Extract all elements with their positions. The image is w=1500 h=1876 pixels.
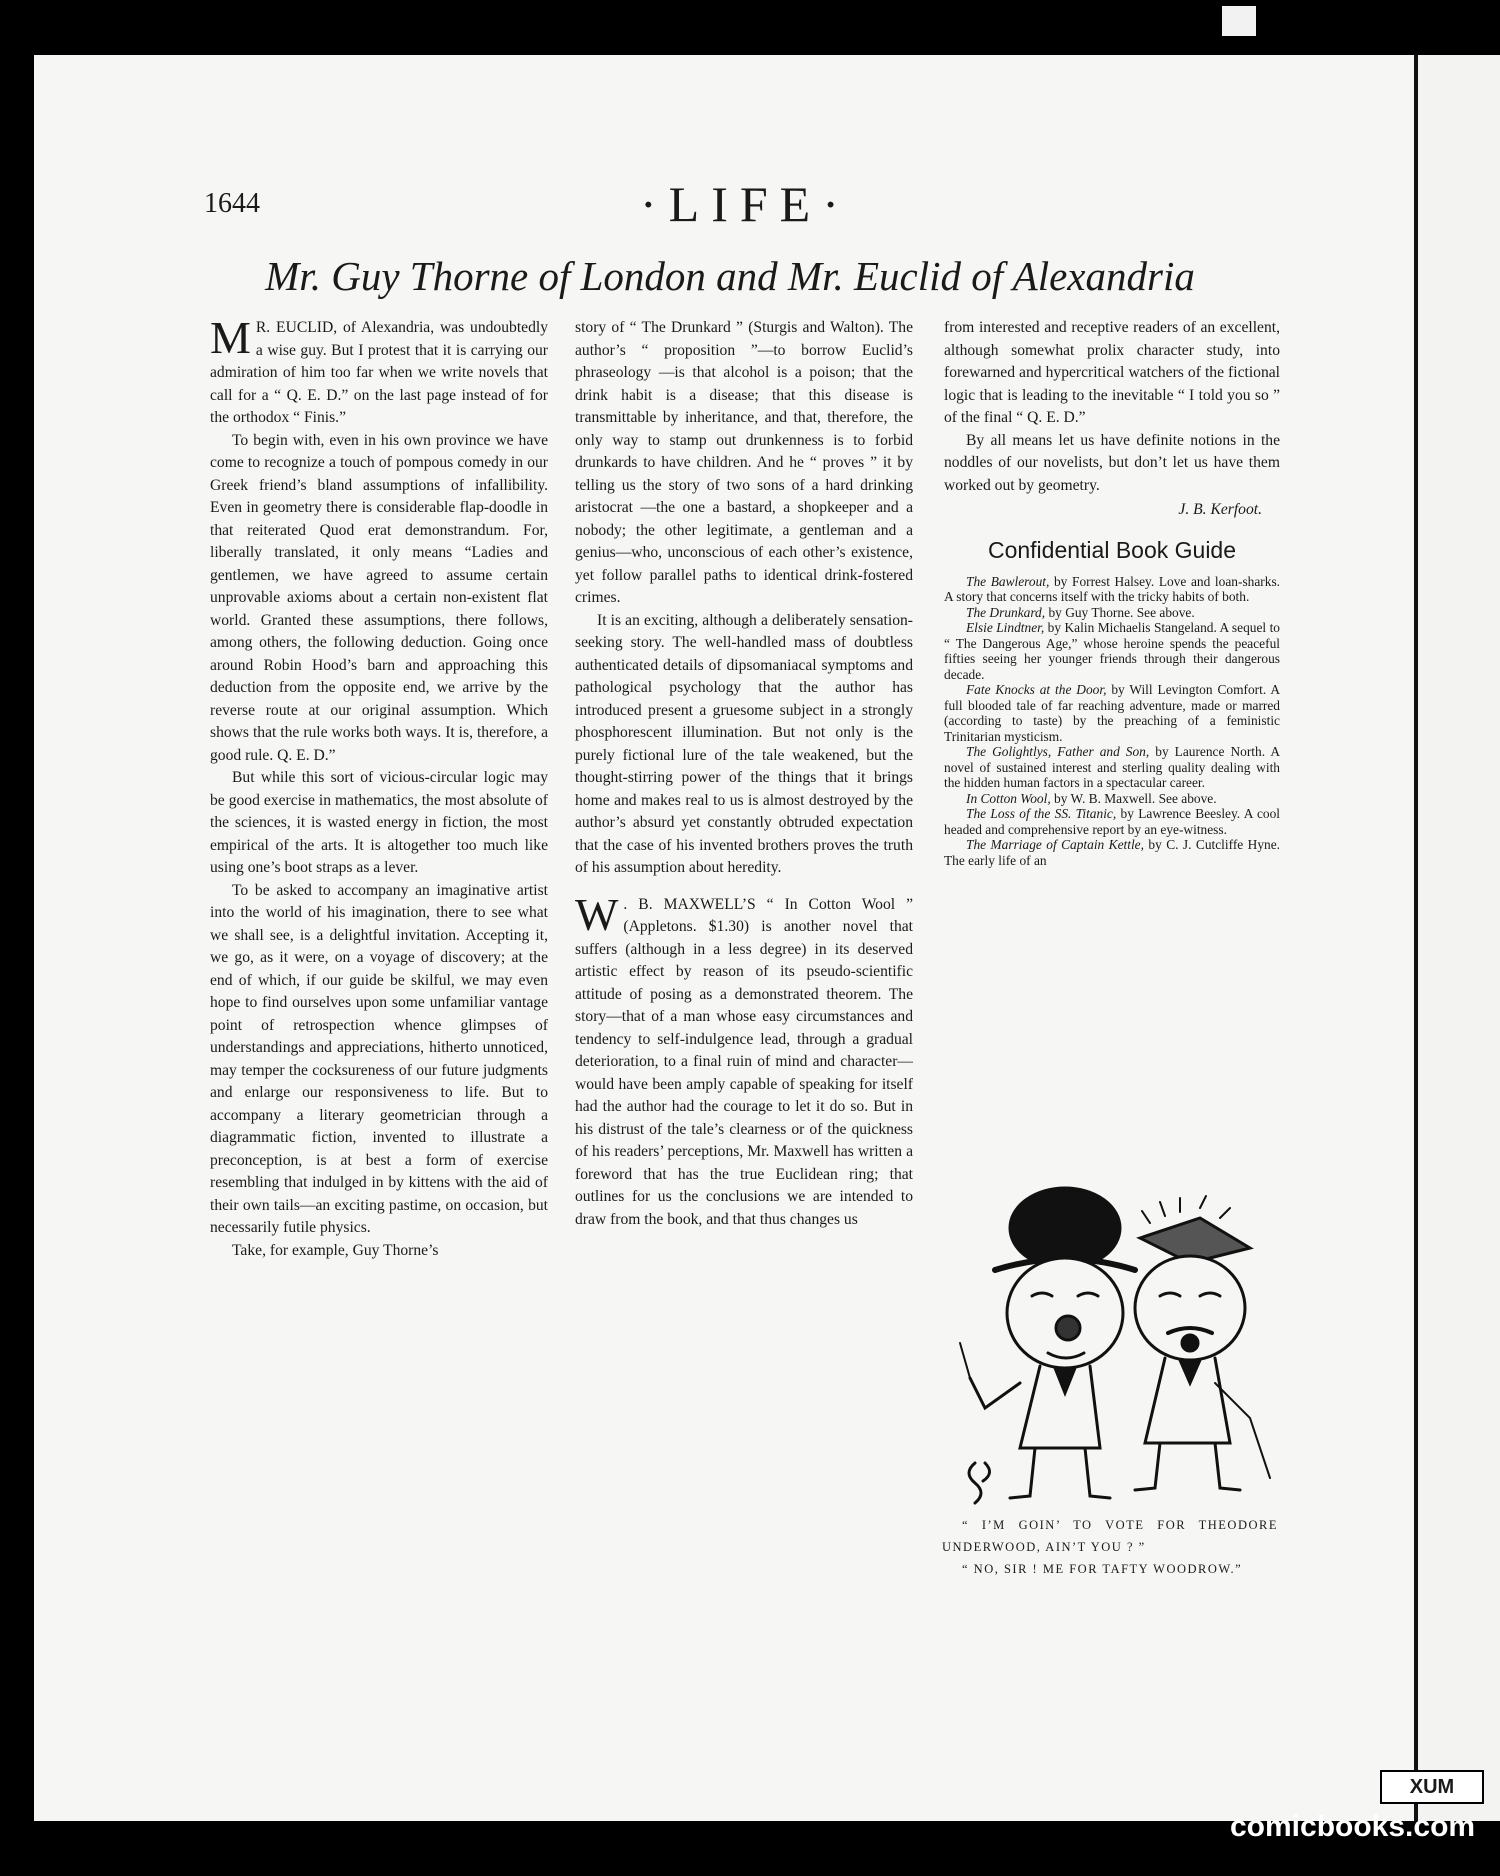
- drop-cap: W: [575, 888, 619, 940]
- corner-mark: [1222, 6, 1256, 36]
- column-1: [210, 312, 548, 1262]
- book-guide-entry: Fate Knocks at the Door, by Will Levington Comfort. A full blooded tale of far reaching adventure, made or marred (according to taste) by the preaching of a feministic Trinitarian mysticism.: [944, 682, 1280, 744]
- cartoon-illustration: [950, 1178, 1280, 1508]
- paragraph: M R. EUCLID, of Alexandria, was undoubtedly a wise guy. But I protest that it is carrying our admiration of him too far when we write novels that call for a “ Q. E. D.” on the last page instead of for the orthodox “ Finis.”: [210, 312, 548, 426]
- paragraph: But while this sort of vicious-circular logic may be good exercise in mathematics, the most absolute of the sciences, it is wasted energy in fiction, the most empirical of the arts. It is altogether too much like using one’s boot straps as a lever.: [210, 769, 548, 876]
- paragraph: from interested and receptive readers of an excellent, although somewhat prolix character study, into forewarned and hypercritical watchers of the fictional logic that is leading to the inevitable “ I told you so ” of the final “ Q. E. D.”: [944, 319, 1280, 426]
- paragraph: To be asked to accompany an imaginative artist into the world of his imagination, there to see what we shall see, is a delightful invitation. Accepting it, we go, as it were, on a voyage of discovery; at the end of which, if our guide be skilful, we may even hope to find ourselves upon some unfamiliar vantage point of retrospection whence glimpses of understandings and appreciations, hitherto unnoticed, may temper the cocksureness of our future judgments and enlarge our responsiveness to life. But to accompany a literary geometrician through a diagrammatic fiction, invented to illustrate a preconception, is at best a form of exercise resembling that indulged in by kittens with the aid of their own tails—an exciting pastime, on occasion, but necessarily futile physics.: [210, 881, 548, 1236]
- book-guide-entry: The Loss of the SS. Titanic, by Lawrence Beesley. A cool headed and comprehensive report by an eye-witness.: [944, 806, 1280, 837]
- book-guide-heading: Confidential Book Guide: [987, 536, 1237, 563]
- drop-cap: M: [210, 312, 251, 363]
- book-guide-entry: The Marriage of Captain Kettle, by C. J. Cutcliffe Hyne. The early life of an: [944, 837, 1281, 868]
- book-guide-entry: Elsie Lindtner, by Kalin Michaelis Stangeland. A sequel to “ The Dangerous Age,” whose heroine spends the peaceful fifties seeing her younger friends through their dangerous decade.: [944, 620, 1280, 682]
- book-guide-entry: In Cotton Wool, by W. B. Maxwell. See above.: [966, 790, 1217, 806]
- paragraph: W . B. MAXWELL’S “ In Cotton Wool ” (Appletons. $1.30) is another novel that suffers (although in a less degree) in its deserved artistic effect by reason of its pseudo-scientific attitude of posing as a demonstrated theorem. The story—that of a man whose easy circumstances and tendency to self-indulgence lead, through a gradual deterioration, to a final ruin of mind and character—would have been amply capable of speaking for itself had the author had the courage to let it do so. But in his distrust of the tale’s clearness or of the quickness of his readers’ perceptions, Mr. Maxwell has written a foreword that has the true Euclidean ring; that outlines for us the conclusions we are intended to draw from the book, and that thus changes us: [575, 888, 913, 1228]
- page-number: 1644: [204, 188, 260, 219]
- cartoon-caption: [942, 1514, 1278, 1580]
- book-guide-entry: The Golightlys, Father and Son, by Laurence North. A novel of sustained interest and sterling quality dealing with the hidden human factors in a spectacular career.: [944, 744, 1280, 790]
- paragraph: It is an exciting, although a deliberately sensation-seeking story. The well-handled mass of doubtless authenticated details of dipsomaniacal symptoms and pathological psychology that the author has introduced present a gruesome subject in a strongly phosphorescent illumination. But not only is the purely fictional lure of the tale weakened, but the thought-stirring power of the things that it brings home and makes real to us is almost destroyed by the author’s absurd yet constantly obtruded expectation that the case of his invented brothers proves the truth of his assumption about heredity.: [575, 611, 913, 876]
- paragraph: To begin with, even in his own province we have come to recognize a touch of pompous comedy in our Greek friend’s bland assumptions of infallibility. Even in geometry there is considerable flap-doodle in that reiterated Quod erat demonstrandum. For, liberally translated, it only means “Ladies and gentlemen, we have agreed to assume certain unprovable axioms about a certain non-existent flat world. Granted these assumptions, there follows, among others, the following deduction. Going once around Robin Hood’s barn and approaching this deduction from the opposite end, we arrive by the reverse route at our original assumption. Which shows that the rule works both ways. It is, therefore, a good rule. Q. E. D.”: [210, 431, 548, 764]
- column-3: [944, 317, 1280, 868]
- paragraph: By all means let us have definite notions in the noddles of our novelists, but don’t let us have them worked out by geometry.: [944, 431, 1280, 494]
- masthead: ·LIFE·: [640, 176, 851, 232]
- paragraph: story of “ The Drunkard ” (Sturgis and Walton). The author’s “ proposition ”—to borrow Euclid’s phraseology —is that alcohol is a poison; that the drink habit is a disease; that this disease is transmittable by inheritance, and that, therefore, the only way to stamp out drunkenness is to forbid drunkards to have children. And he “ proves ” it by telling us the story of two sons of a hard drinking aristocrat —the one a bastard, a shopkeeper and a nobody; the other legitimate, a gentleman and a genius—who, unconscious of each other’s existence, yet follow parallel paths to identical drink-fostered crimes.: [575, 319, 913, 606]
- facing-page-edge: [1418, 55, 1500, 1821]
- caption-line: “ NO, SIR ! ME FOR TAFTY WOODROW.”: [962, 1562, 1243, 1576]
- column-2: [575, 317, 913, 1231]
- watermark-site: comicbooks.com: [1230, 1810, 1476, 1843]
- article-title: Mr. Guy Thorne of London and Mr. Euclid of Alexandria: [265, 253, 1195, 299]
- author-byline: J. B. Kerfoot.: [1178, 501, 1262, 518]
- book-guide-entry: The Drunkard, by Guy Thorne. See above.: [966, 604, 1195, 620]
- book-guide-list: [944, 574, 1280, 869]
- watermark-badge: XUM: [1380, 1770, 1484, 1804]
- caption-line: “ I’M GOIN’ TO VOTE FOR THEODORE UNDERWOOD, AIN’T YOU ? ”: [942, 1518, 1278, 1554]
- paragraph: Take, for example, Guy Thorne’s: [232, 1241, 439, 1259]
- book-guide-entry: The Bawlerout, by Forrest Halsey. Love and loan-sharks. A story that concerns itself with the tricky habits of both.: [944, 573, 1281, 604]
